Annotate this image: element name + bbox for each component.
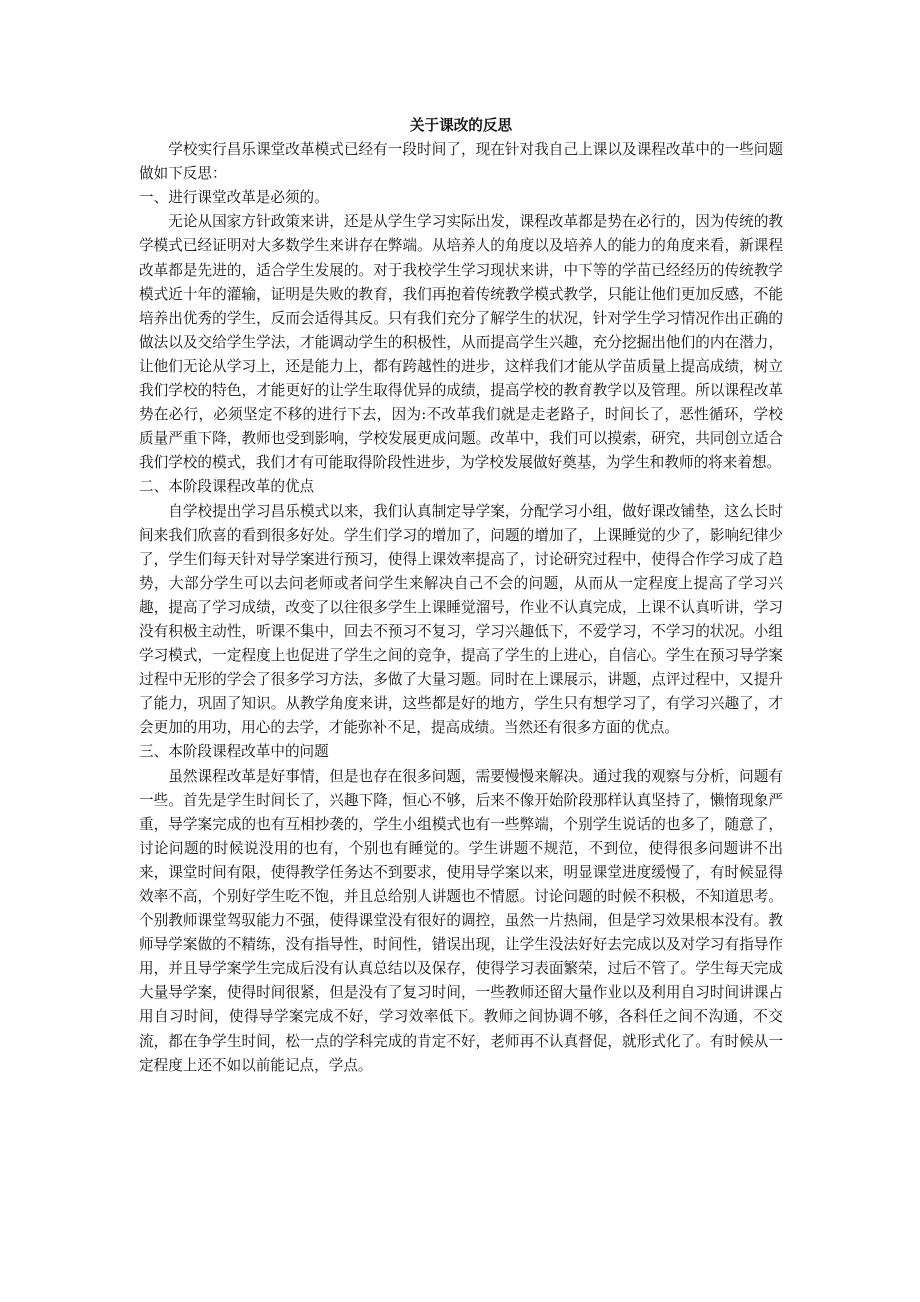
document-title: 关于课改的反思	[409, 117, 513, 134]
section-1-body: 无论从国家方针政策来讲，还是从学生学习实际出发，课程改革都是势在必行的，因为传统的教学模式已经证明对大多数学生来讲存在弊端。从培养人的角度以及培养人的能力的角度来看，新课程改革都是先进的，适合学生发展的。对于我校学生学习现状来讲，中下等的学苗已经经历的传统教学模式近十年的灌输，证明是失败的教育，我们再抱着传统教学模式教学，只能让他们更加反感，不能培养出优秀的学生，反而会适得其反。只有我们充分了解学生的状况，针对学生学习情况作出正确的做法以及交给学生学法，才能调动学生的积极性，从而提高学生兴趣，充分挖掘出他们的内在潜力，让他们无论从学习上，还是能力上，都有跨越性的进步，这样我们才能从学苗质量上提高成绩，树立我们学校的特色，才能更好的让学生取得优异的成绩，提高学校的教育教学以及管理。所以课程改革势在必行，必须坚定不移的进行下去，因为:不改革我们就是走老路子，时间长了，恶性循环，学校质量严重下降，教师也受到影响，学校发展更成问题。改革中，我们可以摸索，研究，共同创立适合我们学校的模式，我们才有可能取得阶段性进步，为学校发展做好奠基，为学生和教师的将来着想。	[139, 213, 783, 472]
document-page	[139, 114, 783, 1078]
section-3-body: 虽然课程改革是好事情，但是也存在很多问题，需要慢慢来解决。通过我的观察与分析，问题有一些。首先是学生时间长了，兴趣下降，恒心不够，后来不像开始阶段那样认真坚持了，懒惰现象严重，导学案完成的也有互相抄袭的，学生小组模式也有一些弊端，个别学生说话的也多了，随意了，讨论问题的时候说没用的也有，个别也有睡觉的。学生讲题不规范，不到位，使得很多问题讲不出来，课堂时间有限，使得教学任务达不到要求，使用导学案以来，明显课堂进度缓慢了，有时候显得效率不高，个别好学生吃不饱，并且总给别人讲题也不情愿。讨论问题的时候不积极，不知道思考。个别教师课堂驾驭能力不强，使得课堂没有很好的调控，虽然一片热闹，但是学习效果根本没有。教师导学案做的不精练，没有指导性，时间性，错误出现，让学生没法好好去完成以及对学习有指导作用，并且导学案学生完成后没有认真总结以及保存，使得学习表面繁荣，过后不管了。学生每天完成大量导学案，使得时间很紧，但是没有了复习时间，一些教师还留大量作业以及利用自习时间讲课占用自习时间，使得导学案完成不好，学习效率低下。教师之间协调不够，各科任之间不沟通，不交流，都在争学生时间，松一点的学科完成的肯定不好，老师再不认真督促，就形式化了。有时候从一定程度上还不如以前能记点，学点。	[139, 767, 783, 1074]
section-1-heading: 一、进行课堂改革是必须的。	[139, 189, 329, 207]
section-3-heading: 三、本阶段课程改革中的问题	[139, 743, 329, 761]
section-2-heading: 二、本阶段课程改革的优点	[139, 478, 315, 496]
section-2-body: 自学校提出学习昌乐模式以来，我们认真制定导学案，分配学习小组，做好课改铺垫，这么长时间来我们欣喜的看到很多好处。学生们学习的增加了，问题的增加了，上课睡觉的少了，影响纪律少了，学生们每天针对导学案进行预习，使得上课效率提高了，讨论研究过程中，使得合作学习成了趋势，大部分学生可以去问老师或者问学生来解决自己不会的问题，从而从一定程度上提高了学习兴趣，提高了学习成绩，改变了以往很多学生上课睡觉溜号，作业不认真完成，上课不认真听讲，学习没有积极主动性，听课不集中，回去不预习不复习，学习兴趣低下，不爱学习，不学习的状况。小组学习模式，一定程度上也促进了学生之间的竞争，提高了学生的上进心，自信心。学生在预习导学案过程中无形的学会了很多学习方法，多做了大量习题。同时在上课展示，讲题，点评过程中，又提升了能力，巩固了知识。从教学角度来讲，这些都是好的地方，学生只有想学习了，有学习兴趣了，才会更加的用功，用心的去学，才能弥补不足，提高成绩。当然还有很多方面的优点。	[139, 502, 783, 737]
intro-paragraph: 学校实行昌乐课堂改革模式已经有一段时间了，现在针对我自己上课以及课程改革中的一些问题做如下反思：	[139, 141, 783, 183]
